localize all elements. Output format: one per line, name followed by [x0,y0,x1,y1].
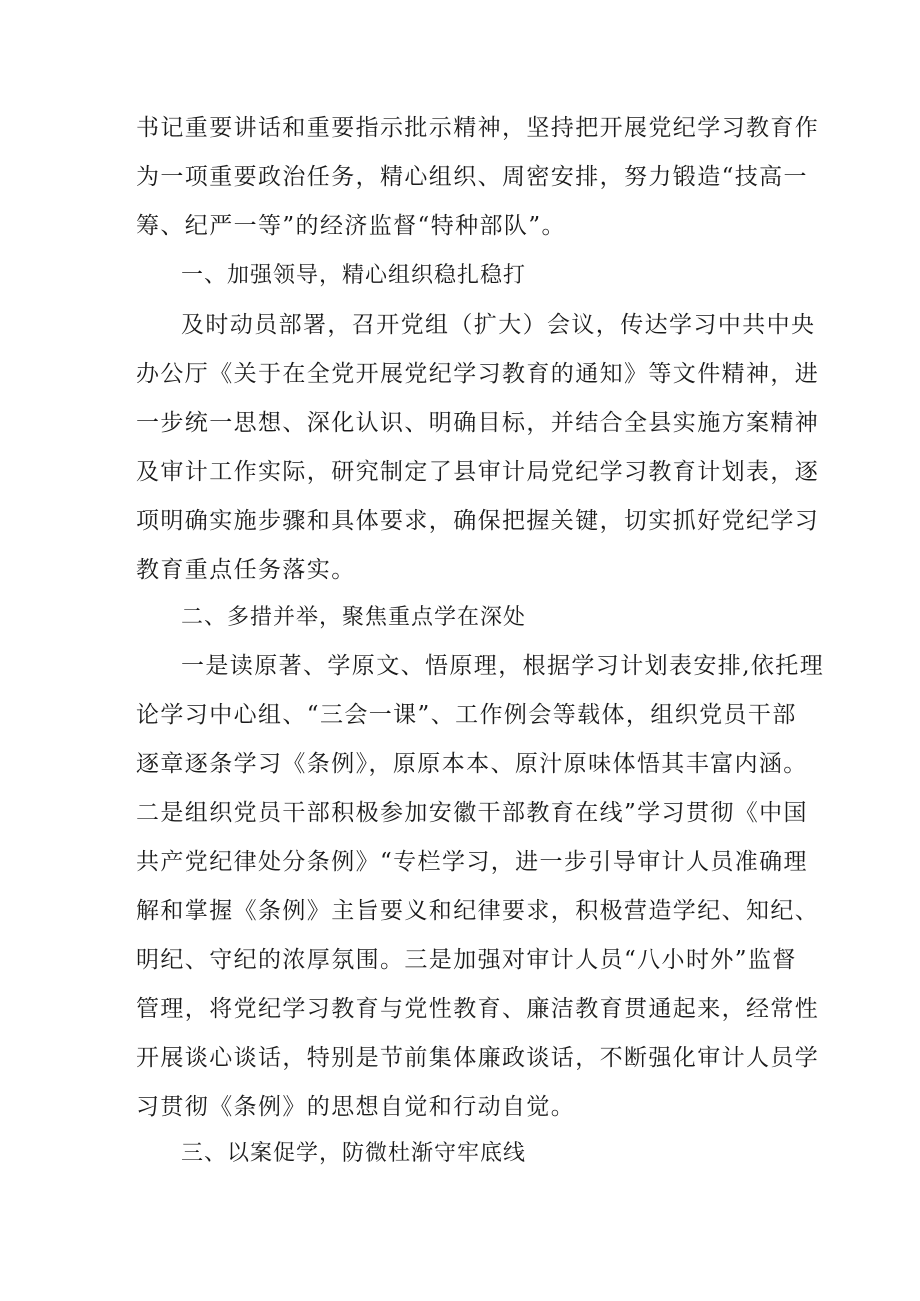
paragraph-line: 一是读原著、学原文、悟原理，根据学习计划表安排,依托理 [181,653,825,679]
paragraph-line: 逐章逐条学习《条例》，原原本本、原汁原味体悟其丰富内涵。 [136,751,808,777]
paragraph-line: 项明确实施步骤和具体要求，确保把握关键，切实抓好党纪学习 [136,508,820,534]
paragraph-line: 书记重要讲话和重要指示批示精神，坚持把开展党纪学习教育作 [136,115,820,141]
paragraph-line: 二是组织党员干部积极参加安徽干部教育在线”学习贯彻《中国 [136,800,808,826]
paragraph-line: 习贯彻《条例》的思想自觉和行动自觉。 [136,1094,576,1120]
paragraph-line: 及审计工作实际，研究制定了县审计局党纪学习教育计划表，逐 [136,459,820,485]
paragraph-line: 及时动员部署，召开党组（扩大）会议，传达学习中共中央 [181,312,816,338]
paragraph-line: 共产党纪律处分条例》“专栏学习，进一步引导审计人员准确理 [136,849,808,875]
paragraph-line: 办公厅《关于在全党开展党纪学习教育的通知》等文件精神，进 [136,361,820,387]
paragraph-line: 教育重点任务落实。 [136,557,356,583]
paragraph-line: 明纪、守纪的浓厚氛围。三是加强对审计人员“八小时外”监督 [136,947,797,973]
paragraph-line: 管理，将党纪学习教育与党性教育、廉洁教育贯通起来，经常性 [136,996,820,1022]
section-heading-1: 一、加强领导，精心组织稳扎稳打 [181,263,527,288]
section-heading-2: 二、多措并举，聚焦重点学在深处 [181,605,527,630]
paragraph-line: 筹、纪严一等”的经济监督“特种部队”。 [136,213,566,239]
section-heading-3: 三、以案促学，防微杜渐守牢底线 [181,1141,527,1166]
paragraph-line: 为一项重要政治任务，精心组织、周密安排，努力锻造“技高一 [136,164,808,190]
paragraph-line: 解和掌握《条例》主旨要义和纪律要求，积极营造学纪、知纪、 [136,898,820,924]
paragraph-line: 论学习中心组、“三会一课”、工作例会等载体，组织党员干部 [136,702,797,728]
paragraph-line: 一步统一思想、深化认识、明确目标，并结合全县实施方案精神 [136,410,820,436]
paragraph-line: 开展谈心谈话，特别是节前集体廉政谈话，不断强化审计人员学 [136,1045,820,1071]
